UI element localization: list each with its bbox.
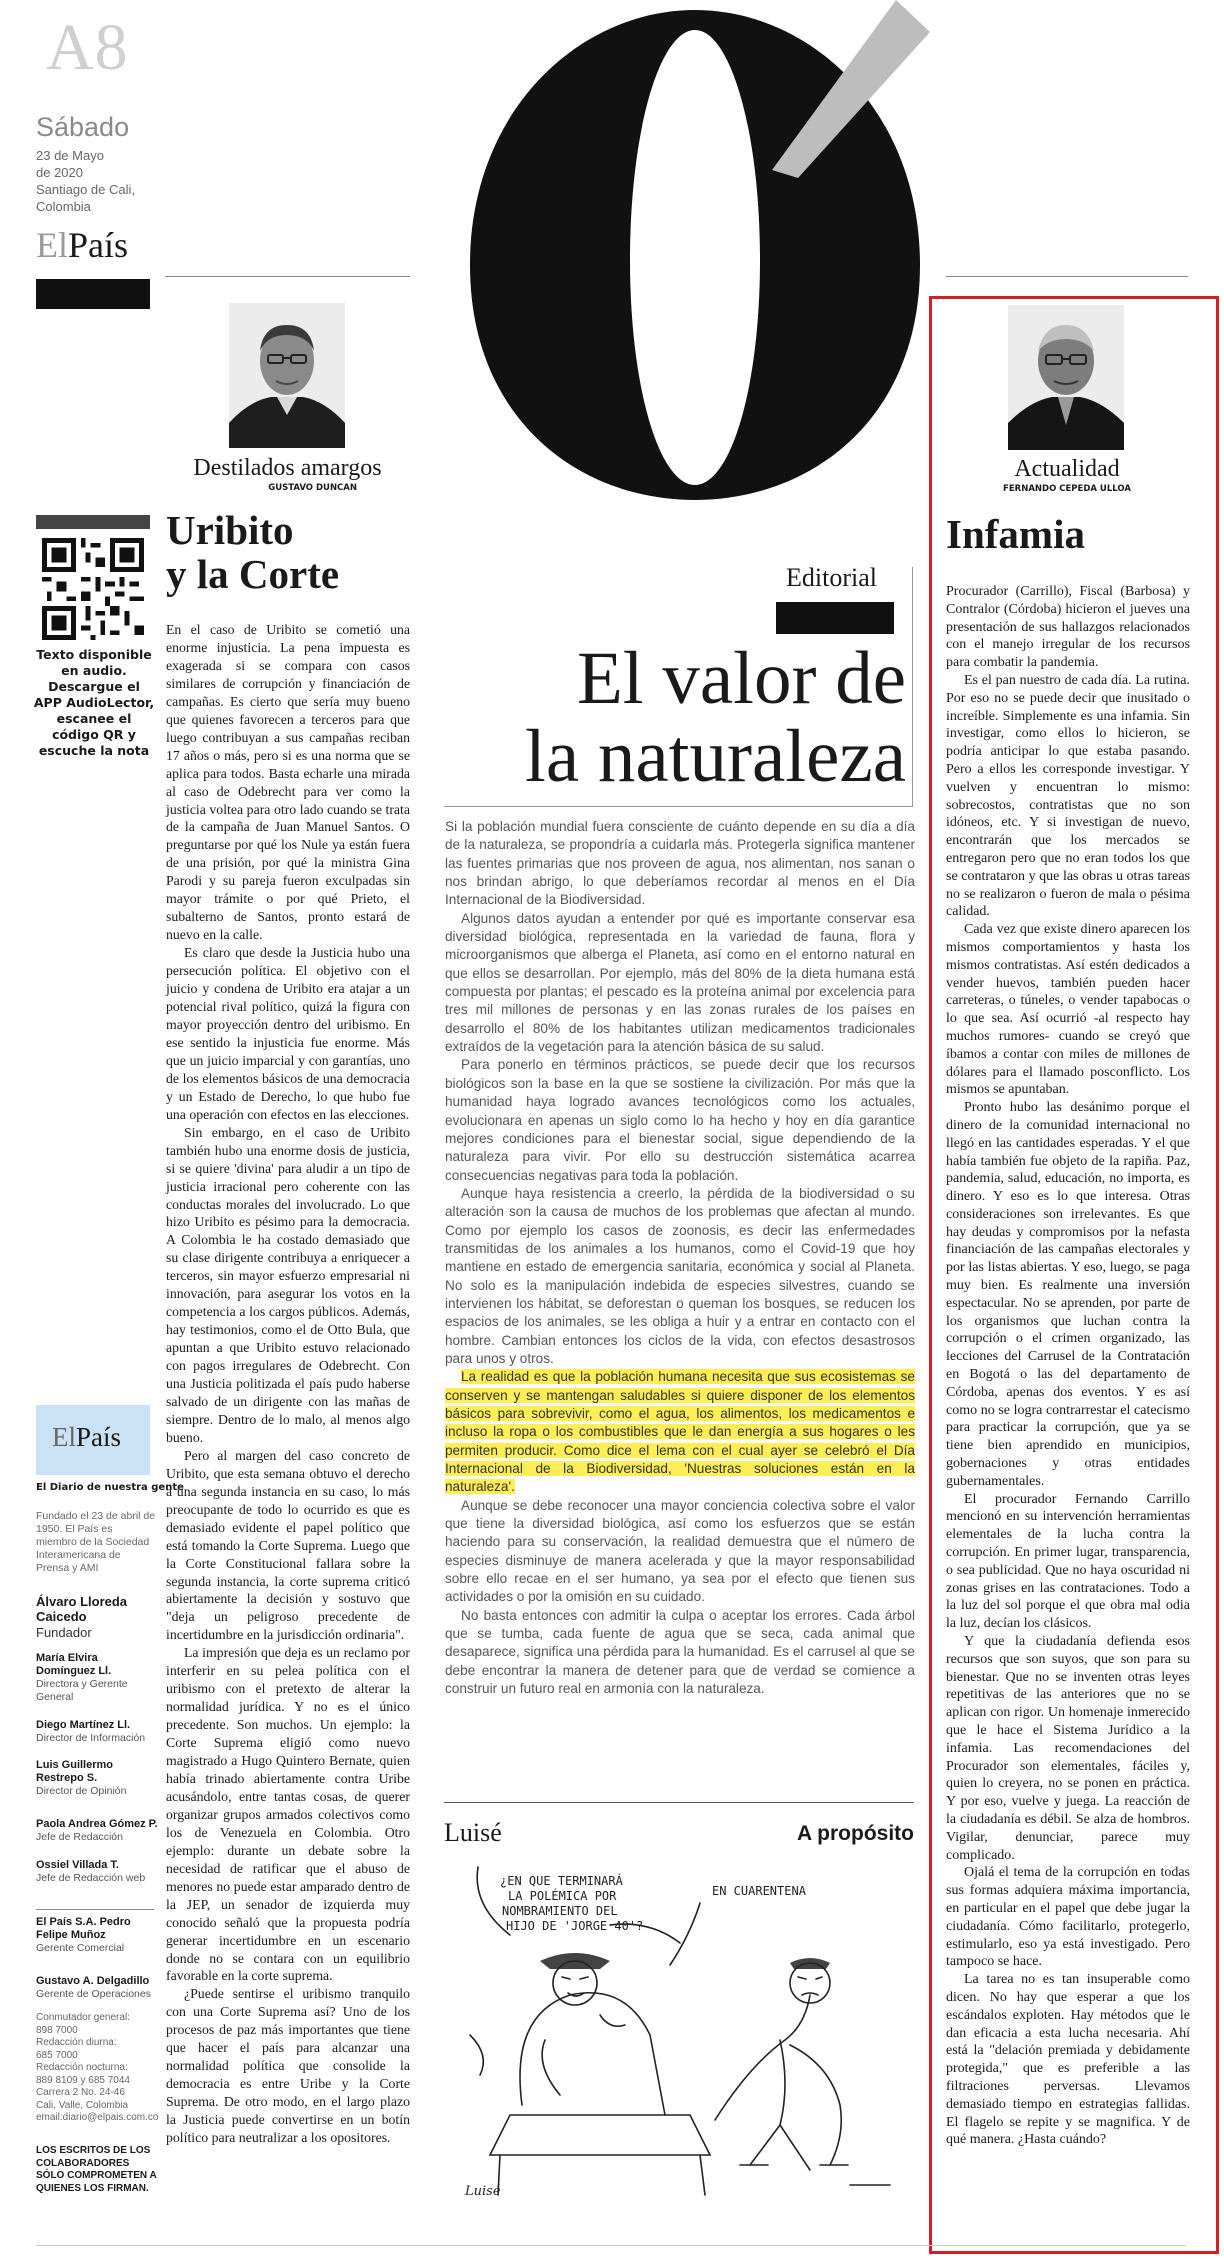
staff-role: Directora y Gerente General [36, 1678, 128, 1703]
paragraph: Pronto hubo las desánimo porque el dinero de la comunidad internacional no llegó en las cantidades esperadas. Y el que había también fue objeto de la rapiña. Paz, pandemia, salud, educación, no importa, es dinero. Y eso es lo que interesa. Otras consideraciones son irrelevantes. Es que hay deudas y compromisos por la nefasta financiación de las campañas electorales y por las listas abiertas. Y eso, luego, se paga muy bien. Es realmente una inversión espectacular. No se aprenden, por parte de los organismos que luchan contra la corrupción o el crimen organizado, las lecciones del Carrusel de la Contratación en Bogotá o las del departamento de Córdoba, apenas dos eventos. Y es así como no se logra contrarrestar el catecismo para practicar la corrupción, que ya se tiene bien aprendido en municipios, gobernaciones y otras entidades gubernamentales. [946, 1100, 1190, 1489]
contact-line: 685 7000 [36, 2049, 78, 2061]
logo-pais: País [76, 1422, 122, 1452]
speech-bubble-right: EN CUARENTENA [712, 1884, 806, 1898]
column-headline[interactable]: Infamia [946, 511, 1085, 557]
staff-name: Gustavo A. Delgadillo [36, 1975, 150, 1987]
staff-entry [36, 1818, 158, 1844]
staff-entry [36, 1719, 158, 1745]
contact-line: Cali, Valle, Colombia [36, 2099, 129, 2111]
staff-name: Paola Andrea Gómez P. [36, 1818, 158, 1830]
contact-line: Redacción diurna: [36, 2037, 117, 2048]
highlighted-text: La realidad es que la población humana necesita que sus ecosistemas se conserven y se mantengan saludables si quiere disponer de los elementos básicos para sobrevivir, como el agua, los alimentos, los medicamentos e incluso la ropa o los combustibles que le dan energía a sus hogares o les permiten producir. Como dice el lema con el cual ayer se celebró el Día Internacional de la Biodiversidad, 'Nuestras soluciones están en la naturaleza'. [445, 1369, 915, 1495]
founded-note: Fundado el 23 de abril de 1950. El País es miembro de la Sociedad Interamericana de Prensa y AMI [36, 1510, 156, 1574]
qr-header-bar [36, 515, 150, 529]
divider [165, 276, 410, 277]
founder-name: Álvaro Lloreda Caicedo [36, 1594, 128, 1624]
contact-line[interactable]: email:diario@elpais.com.co [36, 2112, 159, 2123]
column-headline[interactable] [166, 508, 426, 596]
paragraph: Si la población mundial fuera consciente de cuánto depende en su día a día de la naturaleza, se propondría a cuidarla más. Protegerla significa mantener las fuentes primarias que nos proveen de agua, nos alimentan, nos sanan o nos brindan abrigo, lo que deberíamos recordar al menos en el Día Internacional de la Biodiversidad. [445, 819, 915, 908]
paragraph: La tarea no es tan insuperable como dicen. No hay que esperar a que los escándalos exploten. Hay métodos que le dan eficacia a esta lucha necesaria. Ahí está la "delación premiada y debidamente protegida," que es preferible a las filtraciones perversas. Llevamos demasiado tiempo en estrategias fallidas. El flagelo se repite y se magnifica. Y de qué manera. ¿Hasta cuándo? [946, 1972, 1190, 2148]
paragraph: ¿Puede sentirse el uribismo tranquilo con una Corte Suprema así? Uno de los procesos de paz más importantes que tiene que hacer el país para alcanzar una normalidad política que consolide la democracia es entre Uribe y la Corte Suprema. De otro modo, en el largo plazo la Justicia puede convertirse en un botín político para neutralizar a los opositores. [166, 1986, 410, 2146]
logo-el: El [36, 225, 68, 265]
headline-line: El valor de [576, 637, 906, 720]
masthead-bar [36, 279, 150, 309]
staff-role: Gerente Comercial [36, 1942, 125, 1954]
date-line: Santiago de Cali, [36, 182, 136, 197]
paragraph: Es claro que desde la Justicia hubo una persecución política. El objetivo con el juicio y condena de Uribito era atajar a un potencial rival político, quizá la figura con mayor proyección dentro del uribismo. En ese sentido la injusticia fue enorme. Más que un juicio imparcial y con garantías, uno de los elementos básicos de una democracia y un Estado de Derecho, lo que hubo fue una operación con efectos en las elecciones. [166, 945, 410, 1122]
staff-name: Diego Martínez Ll. [36, 1719, 131, 1731]
frame-line [912, 567, 913, 807]
staff-entry [36, 1975, 158, 2001]
staff-name: Ossiel Villada T. [36, 1859, 119, 1871]
date-line: 23 de Mayo [36, 148, 104, 163]
author-photo [1008, 305, 1124, 450]
contact-line: 898 7000 [36, 2024, 78, 2036]
staff-name: Luis Guillermo Restrepo S. [36, 1759, 114, 1784]
paragraph: Aunque se debe reconocer una mayor conciencia colectiva sobre el valor que tiene la diversidad biológica, así como los esfuerzos que se están haciendo para su conservación, la realidad demuestra que el número de especies disminuye de manera acelerada y que la mayor responsabilidad sobre ello recae en el ser humano, ya sea por el efecto que tienen sus actividades o por la omisión en su cuidado. [445, 1497, 915, 1605]
speech-bubble-left: HIJO DE 'JORGE 40'? [506, 1919, 644, 1933]
column-author: GUSTAVO DUNCAN [268, 483, 357, 493]
paragraph: Sin embargo, en el caso de Uribito también hubo una enorme dosis de justicia, si se quiere 'divina' para aludir a un tipo de justicia irracional pero coherente con las conductas morales del involucrado. Lo que hizo Uribito es pésimo para la democracia. A Colombia le ha costado demasiado que su clase dirigente contribuya a enriquecer a terceros, sin mayor esfuerzo empresarial ni innovación, para asegurar los votos en la competencia a los cargos públicos. Además, hay testimonios, como el de Otto Bula, que apuntan a que Uribito estuvo relacionado con pagos irregulares de Odebrecht. Con una Justicia politizada el país pudo haberse salvado de un dirigente con las mañas de siempre. Dentro de lo malo, al menos algo bueno. [166, 1124, 410, 1445]
paragraph: Algunos datos ayudan a entender por qué es importante conservar esa diversidad biológica, representada en la variedad de fauna, flora y microorganismos que alberga el Planeta, así como en el entorno natural en que ellos se desarrollan. Por ejemplo, más del 80% de la dieta humana está compuesta por plantas; el pescado es la proteína animal por excelencia para tres mil millones de personas y en las zonas rurales de los países en desarrollo el 80% de los habitantes utilizan medicamentos tradicionales extraídos de la vegetación para la atención básica de su salud. [445, 910, 915, 1055]
divider [36, 1909, 154, 1910]
paragraph: Pero al margen del caso concreto de Uribito, que esta semana obtuvo el derecho a una segunda instancia en su caso, lo más preocupante de todo lo ocurrido es que es demasiado evidente el papel político que está tomando la Corte Suprema. Luego que la Corte Constitucional fallara sobre la segunda instancia, la corte suprema criticó abiertamente la decisión y sostuvo que "deja un peligroso precedente de incertidumbre en la jurisdicción ordinaria". [166, 1447, 410, 1643]
cartoon-signature: Luisé [465, 2184, 501, 2199]
qr-instructions: Texto disponible en audio. Descargue el APP AudioLector, escanee el código QR y escuche la nota [33, 647, 155, 758]
disclaimer: LOS ESCRITOS DE LOS COLABORADORES SÓLO COMPROMETEN A QUIENES LOS FIRMAN. [36, 2145, 157, 2194]
column-body [946, 583, 1190, 2149]
paragraph: Es el pan nuestro de cada día. La rutina. Por eso no se puede decir que inusitado o increíble. Simplemente es una infamia. Sin investigar, como ellos lo hicieron, se podría anticipar lo que estaba pasando. Pero a ellos les corresponde investigar. Y vuelven y encuentran lo mismo: sobrecostos, contratistas que no son idóneos, etc. Y si investigan de nuevo, encontrarán que los mercados se entregaron pero que no eran todos los que se contrataron y que las obras u otras tareas no se realizaron o fueron de mala o pésima calidad. [946, 672, 1190, 920]
staff-entry [36, 1859, 158, 1885]
staff-entry [36, 1759, 158, 1798]
political-cartoon[interactable] [450, 1865, 910, 2210]
staff-name: El País S.A. Pedro Felipe Muñoz [36, 1916, 131, 1941]
paragraph: Aunque haya resistencia a creerlo, la pérdida de la biodiversidad o su alteración son la causa de muchos de los problemas que afectan al mundo. Como por ejemplo los casos de zoonosis, es decir las enfermedades transmitidas de los animales a los humanos, como el Covid-19 que hoy mantiene en estado de emergencia sanitaria, económica y social al Planeta. No solo es la manipulación indebida de especies silvestres, cuando se intervienen los hábitat, se deforestan o queman los bosques, se reducen los espacios de los animales, se les obliga a huir y a entrar en contacto con el hombre. Cambian entonces los ciclos de la vida, con efectos desastrosos para unos y otros. [445, 1185, 915, 1366]
staff-role: Gerente de Operaciones [36, 1988, 151, 2000]
staff-role: Jefe de Redacción [36, 1831, 123, 1843]
author-photo [229, 303, 345, 448]
paragraph: Y que la ciudadanía defienda esos recursos que son suyos, que son para su bienestar. Que no se inventen otras leyes repetitivas de las anteriores que no se aplican con rigor. Un homenaje inmerecido que le hace el Sistema Jurídico a la infamia. Las recomendaciones del Procurador son elementales, fáciles y, quien lo creyera, no se ponen en práctica. Y por eso, vuelve y juega. La reacción de la ciudadanía es débil. Se alza de hombros. Vigilar, denunciar, parece muy complicado. [946, 1634, 1190, 1863]
staff-role: Director de Información [36, 1732, 146, 1744]
column-section-title: Actualidad [1014, 456, 1120, 482]
column-section-title: Destilados amargos [193, 455, 382, 481]
staff-name: María Elvira Domínguez Ll. [36, 1652, 112, 1677]
highlighted-paragraph [445, 1368, 915, 1496]
headline-line: y la Corte [166, 551, 340, 597]
headline-line: Uribito [166, 507, 294, 553]
date-line: Colombia [36, 199, 91, 214]
publication-day: Sábado [36, 112, 130, 142]
paragraph: Cada vez que existe dinero aparecen los mismos comportamientos y hasta los mismos contratistas. Así estén dedicados a vender huevos, también pueden hacer carreteras, o túneles, o vender tapabocas o lo que sea. Así ocurrió -al respecto hay muchos rumores- cuando se creyó que íbamos a contar con miles de millones de dólares para el llamado posconflicto. Los mismos se apuntaban. [946, 922, 1190, 1098]
decorative-o-graphic [460, 0, 930, 510]
speech-bubble-left: LA POLÉMICA POR [508, 1889, 617, 1903]
paragraph: Procurador (Carrillo), Fiscal (Barbosa) y Contralor (Córdoba) hicieron el jueves una presentación de sus hallazgos relacionados con el manejo irregular de los recursos para combatir la pandemia. [946, 584, 1190, 671]
paragraph: Ojalá el tema de la corrupción en todas sus formas adquiera máxima importancia, en particular en el papel que debe jugar la ciudadanía. Cómo facilitarlo, protegerlo, estimularlo, eso ya está investigado. Pero tampoco se hace. [946, 1865, 1190, 1970]
paragraph: La impresión que deja es un reclamo por interferir en su pelea política con el uribismo con el pretexto de alterar la normalidad jurídica. Y no es el único precedente. Son muchos. Un ejemplo: la Corte Suprema eligió como nuevo magistrado a Hugo Quintero Bernate, quien había trinado abiertamente contra Uribe acusándolo, entre tantas cosas, de querer organizar grupos armados colectivos como los de Venezuela en Colombia. Otro ejemplo: durante un debate sobre la necesidad de ratificar que el abuso de menores no puede estar amparado dentro de la JEP, un senador de izquierda muy conocido señaló que la propuesta podría generar incertidumbre en un escenario donde no se contara con un equilibrio favorable en la corte suprema. [166, 1645, 410, 1984]
contact-line: 889 8109 y 685 7044 [36, 2074, 130, 2086]
newspaper-logo[interactable] [36, 224, 128, 266]
newspaper-logo-small [52, 1422, 121, 1453]
cartoonist-name: Luisé [444, 1818, 502, 1847]
speech-bubble-left: NOMBRAMIENTO DEL [502, 1904, 618, 1918]
qr-code-icon[interactable] [42, 538, 144, 640]
column-author: FERNANDO CEPEDA ULLOA [1003, 484, 1131, 494]
cartoon-section: A propósito [796, 1822, 914, 1845]
contact-line: Conmutador general: [36, 2012, 130, 2023]
date-line: de 2020 [36, 165, 83, 180]
headline-line: la naturaleza [525, 715, 906, 798]
paragraph: El procurador Fernando Carrillo mencionó en su intervención herramientas elementales de la lucha contra la corrupción. En primer lugar, transparencia, o sea publicidad. Que no haya oscuridad ni zonas grises en las contrataciones. Todo a la luz del sol porque el que obra mal odia la luz, decían los clásicos. [946, 1491, 1190, 1632]
section-label: Editorial [786, 563, 877, 592]
staff-role: Jefe de Redacción web [36, 1872, 146, 1884]
speech-bubble-left: ¿EN QUE TERMINARÁ [500, 1874, 623, 1888]
paragraph: En el caso de Uribito se cometió una enorme injusticia. La pena impuesta es exagerada si se compara con casos similares de corrupción y financiación de campañas. Es cierto que sería muy bueno que quienes favorecen a terceros para que luego contribuyan a sus campañas reciban 17 años o más, pero si es una norma que se aplica para todos. Basta echarle una mirada al caso de Odebrecht para ver como la justicia voltea para otro lado cuando se trata de la campaña de Juan Manuel Santos. O preguntarse por qué los Nule ya están fuera de una prisión, por qué la ministra Gina Parodi y su pareja fueron exculpadas sin mayor trámite o por qué Prieto, el subalterno de Santos, pronto estará de nuevo en la calle. [166, 622, 410, 943]
frame-line [444, 806, 912, 807]
divider [946, 276, 1188, 277]
contact-info [36, 2012, 160, 2125]
contact-line: Redacción nocturna: [36, 2062, 128, 2073]
staff-entry [36, 1652, 158, 1704]
footer-rule [36, 2245, 1186, 2246]
staff-role: Director de Opinión [36, 1785, 127, 1797]
founder-role: Fundador [36, 1625, 92, 1640]
section-bar [776, 602, 894, 634]
editorial-body [445, 818, 915, 1699]
logo-el: El [52, 1422, 76, 1452]
staff-entry [36, 1916, 158, 1955]
contact-line: Carrera 2 No. 24-46 [36, 2087, 125, 2098]
page-number: A8 [46, 11, 129, 84]
column-body [166, 621, 410, 2147]
editorial-headline[interactable] [450, 637, 906, 798]
divider [444, 1802, 914, 1803]
paragraph: Para ponerlo en términos prácticos, se puede decir que los recursos biológicos son la base en la que se sostiene la civilización. Por más que la humanidad haya logrado avances tecnológicos como los actuales, evolucionara en apenas un siglo como lo ha hecho y hoy en día garantice mejores condiciones para el bienestar social, sigue dependiendo de la naturaleza para vivir. Por ello su destrucción sistemática acarrea consecuencias negativas para toda la población. [445, 1057, 915, 1183]
tagline: El Diario de nuestra gente [36, 1482, 184, 1493]
paragraph: No basta entonces con admitir la culpa o aceptar los errores. Cada árbol que se tumba, cada fuente de agua que se seca, cada animal que desaparece, significa una pérdida para la humanidad. Es el carrusel al que se debe encontrar la manera de detener para que de verdad se comience a construir un futuro real en armonía con la naturaleza. [445, 1607, 915, 1697]
logo-pais: País [68, 225, 129, 265]
